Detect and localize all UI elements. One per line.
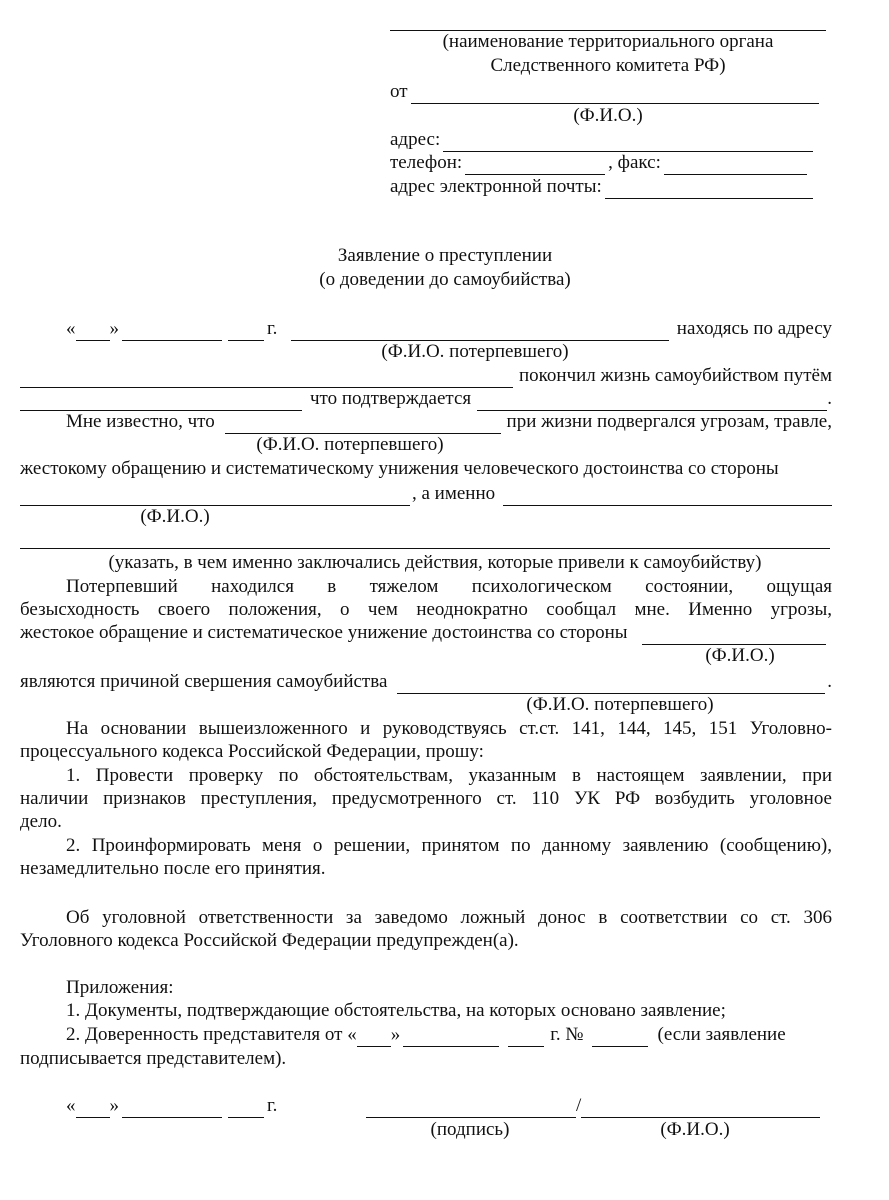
org-caption-1: (наименование территориального органа: [442, 31, 774, 52]
located-at-text: находясь по адресу: [676, 318, 832, 339]
request1-line1: 1. Провести проверку по обстоятельствам, указанным в настоящем заявлении, при: [66, 765, 832, 786]
footer-month-line: [122, 1098, 222, 1118]
para1-line3-text: жестокое обращение и систематическое унижение достоинства со стороны: [20, 622, 628, 643]
victim-fio-caption: (Ф.И.О. потерпевшего): [381, 341, 569, 362]
signature-line: [366, 1098, 576, 1118]
footer-year-suffix: г.: [267, 1095, 278, 1116]
org-name-line: [390, 10, 826, 31]
email-line: [605, 179, 813, 199]
footer-open-quote: «: [66, 1095, 76, 1116]
org-caption-2: Следственного комитета РФ): [490, 55, 726, 76]
attachment-item-2-text: 2. Доверенность представителя от «: [66, 1024, 357, 1045]
confirmed-text: что подтверждается: [310, 388, 472, 409]
poa-year-line: [508, 1027, 544, 1047]
offender-fio-caption: (Ф.И.О.): [140, 506, 210, 527]
signature-caption: (подпись): [430, 1119, 510, 1140]
phone-row: [390, 151, 810, 175]
address-row: [390, 128, 816, 152]
fax-label: , факс:: [608, 152, 661, 173]
para1-line3: [20, 621, 826, 645]
cruel-line: жестокому обращению и систематическому унижения человеческого достоинства со стороны: [20, 458, 779, 479]
cause-fio-line: [397, 674, 825, 694]
attachment-item-1: 1. Документы, подтверждающие обстоятельства, на которых основано заявление;: [66, 1000, 726, 1021]
from-label: от: [390, 81, 408, 102]
address-label: адрес:: [390, 129, 441, 150]
attachments-heading: Приложения:: [66, 977, 174, 998]
period: .: [827, 388, 832, 409]
known-row: [66, 410, 832, 434]
known-fio-caption: (Ф.И.О. потерпевшего): [256, 434, 444, 455]
known-fio-line: [225, 414, 501, 434]
request2-line1: 2. Проинформировать меня о решении, принятом по данному заявлению (сообщению),: [66, 835, 832, 856]
evidence-line: [477, 391, 827, 411]
victim-address-line: [20, 368, 513, 388]
attachment-item-2: [66, 1023, 832, 1047]
cause-period: .: [827, 671, 832, 692]
para1-fio-line: [642, 625, 826, 645]
document-subtitle: (о доведении до самоубийства): [319, 269, 571, 290]
footer-date-row: [66, 1094, 286, 1118]
cause-text: являются причиной свершения самоубийства: [20, 671, 388, 692]
poa-day-line: [357, 1027, 391, 1047]
namely-text: , а именно: [412, 483, 496, 504]
poa-close-quote: »: [390, 1024, 401, 1045]
day-line: [76, 321, 110, 341]
request1-line2: наличии признаков преступления, предусмотренного ст. 110 УК РФ возбудить уголовное: [20, 788, 832, 809]
subjected-text: при жизни подвергался угрозам, травле,: [506, 411, 832, 432]
namely-row: [20, 482, 832, 506]
date-address-row: [66, 317, 832, 341]
poa-month-line: [403, 1027, 499, 1047]
close-quote: »: [109, 318, 119, 339]
signature-slash: /: [576, 1095, 582, 1116]
month-line: [122, 321, 222, 341]
poa-end-text: (если заявление: [657, 1024, 786, 1045]
request2-line2: незамедлительно после его принятия.: [20, 858, 326, 879]
poa-year-number-text: г. №: [550, 1024, 584, 1045]
para1-fio-caption: (Ф.И.О.): [705, 645, 775, 666]
open-quote: «: [66, 318, 76, 339]
para1-line1: Потерпевший находился в тяжелом психологическом состоянии, ощущая: [66, 576, 832, 597]
actions-line: [20, 528, 830, 549]
fax-line: [664, 155, 807, 175]
footer-year-line: [228, 1098, 264, 1118]
attachment-item-2-line2: подписывается представителем).: [20, 1048, 287, 1069]
para2-line1: На основании вышеизложенного и руководствуясь ст.ст. 141, 144, 145, 151 Уголовно-: [66, 718, 832, 739]
warning-line2: Уголовного кодекса Российской Федерации предупрежден(а).: [20, 930, 519, 951]
document-title: Заявление о преступлении: [337, 245, 553, 266]
confirmed-row: [20, 387, 832, 411]
suicide-text: покончил жизнь самоубийством путём: [518, 365, 832, 386]
footer-day-line: [76, 1098, 110, 1118]
request1-line3: дело.: [20, 811, 62, 832]
email-row: [390, 175, 816, 199]
known-text: Мне известно, что: [66, 411, 215, 432]
suicide-row: [20, 364, 832, 388]
phone-line: [465, 155, 605, 175]
poa-number-line: [592, 1027, 648, 1047]
from-fio-caption: (Ф.И.О.): [573, 105, 643, 126]
from-fio-line: [411, 84, 819, 104]
footer-close-quote: »: [109, 1095, 119, 1116]
warning-line1: Об уголовной ответственности за заведомо ложный донос в соответствии со ст. 306: [66, 907, 832, 928]
namely-line: [503, 486, 832, 506]
address-line: [443, 132, 813, 152]
cause-row: [20, 670, 832, 694]
year-suffix: г.: [267, 318, 278, 339]
cause-fio-caption: (Ф.И.О. потерпевшего): [526, 694, 714, 715]
signature-fio-line: [581, 1098, 820, 1118]
from-row: [390, 80, 822, 104]
year-line: [228, 321, 264, 341]
email-label: адрес электронной почты:: [390, 176, 602, 197]
method-line: [20, 391, 302, 411]
phone-label: телефон:: [390, 152, 463, 173]
actions-caption: (указать, в чем именно заключались действия, которые привели к самоубийству): [108, 552, 762, 573]
signature-fio-caption: (Ф.И.О.): [660, 1119, 730, 1140]
para2-line2: процессуального кодекса Российской Федерации, прошу:: [20, 741, 484, 762]
signature-row: [366, 1094, 820, 1118]
offender-fio-line: [20, 486, 410, 506]
victim-fio-line: [291, 321, 668, 341]
para1-line2: безысходность своего положения, о чем неоднократно сообщал мне. Именно угрозы,: [20, 599, 832, 620]
